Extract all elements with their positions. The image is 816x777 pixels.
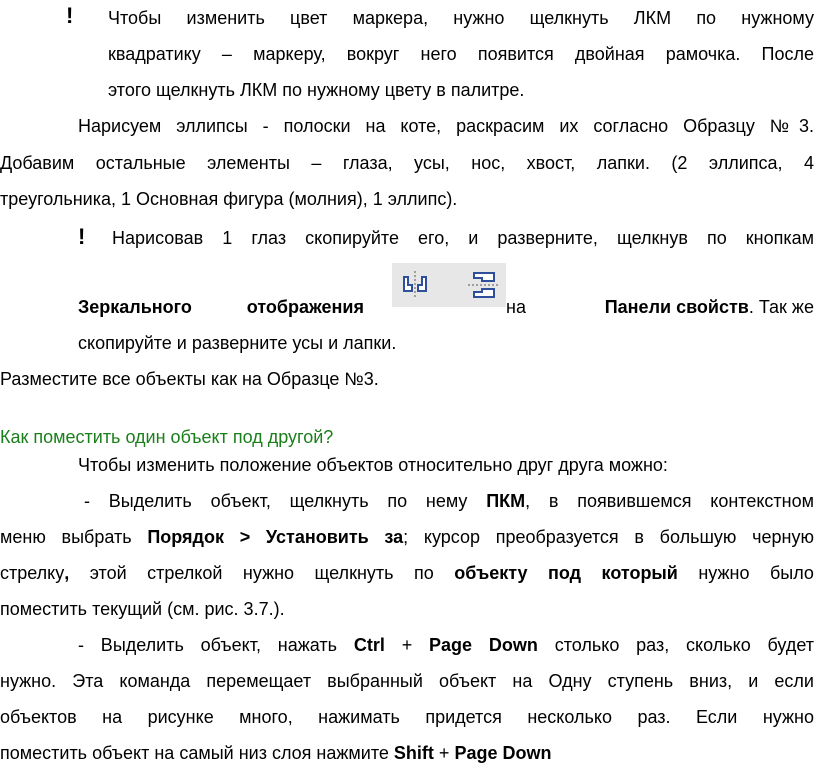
marker-line-3: этого щелкнуть ЛКМ по нужному цвету в палитре. [108, 80, 525, 100]
word-na: на [506, 297, 526, 317]
mirror-line-2-tail [506, 295, 814, 319]
section-heading: Как поместить один объект под другой? [0, 427, 334, 447]
place-line: Разместите все объекты как на Образце №3. [0, 369, 379, 389]
method2-line-4: поместить объект на самый низ слоя нажмите Shift + Page Down [0, 743, 552, 763]
method2-line-2: нужно. Эта команда перемещает выбранный объект на Одну ступень вниз, и если [0, 671, 814, 691]
mirror-horizontal-icon[interactable] [398, 269, 432, 301]
mirror-vertical-icon[interactable] [466, 269, 500, 301]
pkm-key: ПКМ [486, 491, 526, 511]
mirror-tail-text: . Так же [748, 297, 814, 317]
page-down-key: Page Down [429, 635, 538, 655]
shift-key: Shift [393, 743, 434, 763]
mirror-buttons [392, 263, 506, 307]
mirror-panel-text [605, 295, 814, 319]
target-object-phrase: объекту под который [454, 563, 678, 583]
ellipses-line-3: треугольника, 1 Основная фигура (молния), 1 эллипс). [0, 189, 458, 209]
intro-line: Чтобы изменить положение объектов относительно друг друга можно: [78, 455, 668, 475]
method1-line-1: - Выделить объект, щелкнуть по нему ПКМ, в появившемся контекстном [84, 491, 814, 511]
method2-line-3: объектов на рисунке много, нажимать придется несколько раз. Если нужно [0, 707, 814, 727]
ctrl-key: Ctrl [353, 635, 385, 655]
ellipses-line-1: Нарисуем эллипсы - полоски на коте, раскрасим их согласно Образцу №3. [78, 116, 814, 136]
method2-line-1: - Выделить объект, нажать Ctrl + Page Down столько раз, сколько будет [78, 635, 814, 655]
exclamation-mark-2: ! [78, 224, 86, 249]
method1-line-4: поместить текущий (см. рис. 3.7.). [0, 599, 285, 619]
mirror-bold-label: Зеркального отображения [78, 297, 364, 317]
marker-line-1: Чтобы изменить цвет маркера, нужно щелкнуть ЛКМ по нужному [108, 8, 814, 28]
panel-bold-label: Панели свойств [604, 297, 749, 317]
mirror-line-1: Нарисовав 1 глаз скопируйте его, и разверните, щелкнув по кнопкам [112, 228, 814, 248]
exclamation-mark: ! [66, 3, 74, 28]
marker-line-2: квадратику – маркеру, вокруг него появится двойная рамочка. После [108, 44, 814, 64]
method1-line-3: стрелку, этой стрелкой нужно щелкнуть по объекту под который нужно было [0, 563, 814, 583]
menu-path: Порядок > Установить за [147, 527, 404, 547]
page-down-key-2: Page Down [454, 743, 552, 763]
method1-line-2: меню выбрать Порядок > Установить за; курсор преобразуется в большую черную [0, 527, 814, 547]
ellipses-line-2: Добавим остальные элементы – глаза, усы, нос, хвост, лапки. (2 эллипса, 4 [0, 153, 814, 173]
mirror-line-3: скопируйте и разверните усы и лапки. [78, 333, 397, 353]
